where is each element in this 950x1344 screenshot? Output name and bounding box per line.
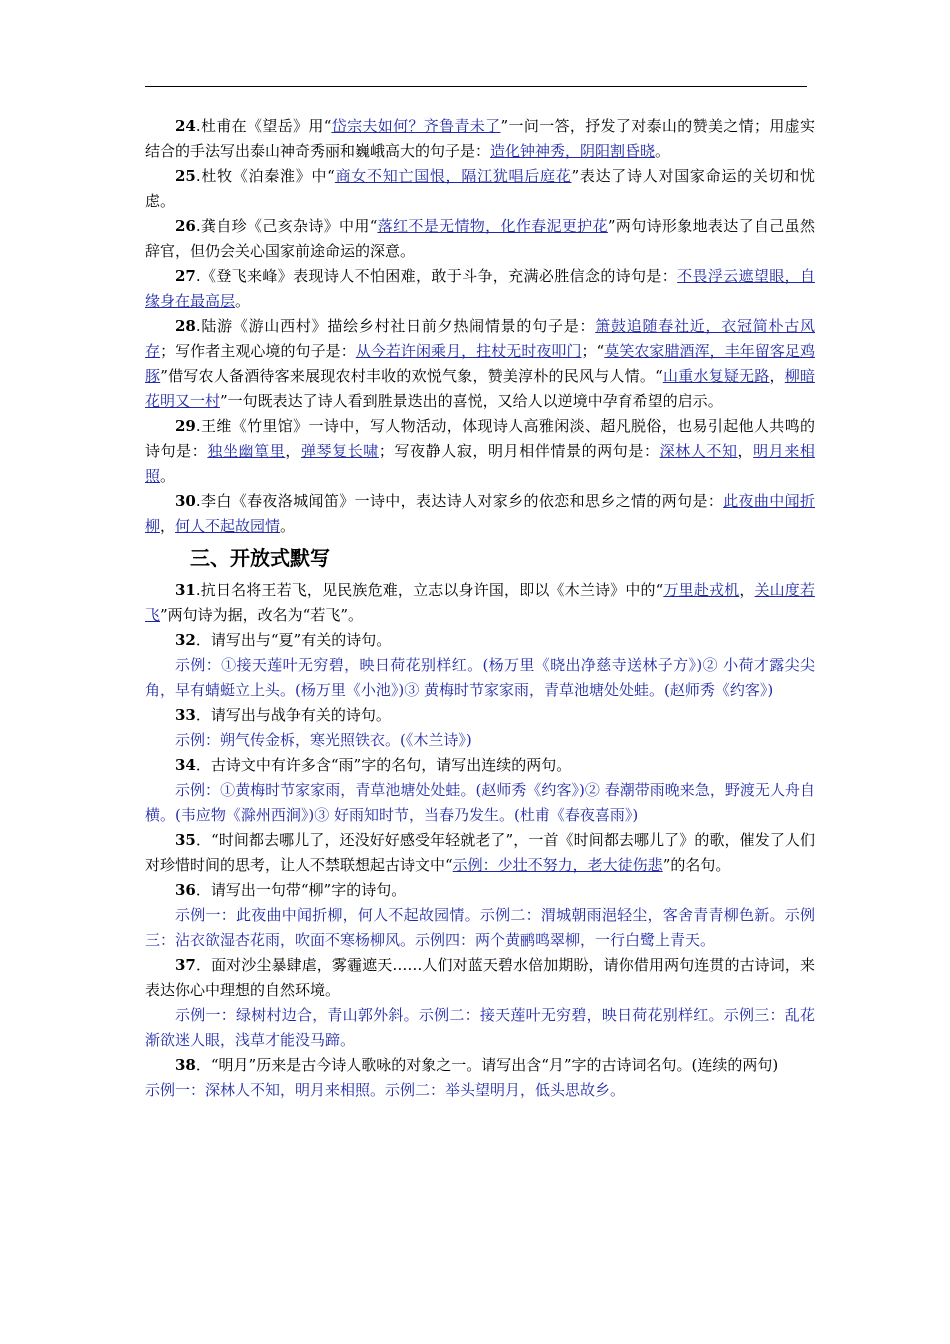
question-36 — [145, 878, 815, 903]
question-number: 36 — [175, 881, 196, 899]
answer-blank: 示例：少壮不努力，老大徒伤悲 — [452, 856, 663, 874]
question-32 — [145, 628, 815, 653]
question-text: ， — [739, 581, 755, 599]
question-text: .王维《竹里馆》一诗中，写人物活动，体现诗人高雅闲淡、超凡脱俗，也易引起他人共鸣的诗句是： — [145, 417, 815, 460]
question-number: 35 — [175, 831, 196, 849]
question-text: .陆游《游山西村》描绘乡村社日前夕热闹情景的句子是： — [195, 317, 596, 335]
question-text: 。 — [160, 467, 176, 485]
question-number: 28 — [175, 317, 196, 335]
answer-blank: 深林人不知 — [659, 442, 738, 460]
answer-blank: 岱宗夫如何？齐鲁青未了 — [331, 117, 501, 135]
question-text: ．请写出一句带“柳”字的诗句。 — [195, 881, 407, 899]
question-text: ”的名句。 — [662, 856, 731, 874]
answer-example: 示例：①接天莲叶无穷碧，映日荷花别样红。(杨万里《晓出净慈寺送林子方》)② 小荷才露尖尖角，早有蜻蜓立上头。(杨万里《小池》)③ 黄梅时节家家雨，青草池塘处处蛙。(赵师秀《约客》) — [145, 656, 815, 699]
question-number: 30 — [175, 492, 196, 510]
answer-blank: 从今若许闲乘月，拄杖无时夜叩门 — [355, 342, 582, 360]
question-30 — [145, 489, 815, 539]
answer-example: 示例：朔气传金柝，寒光照铁衣。(《木兰诗》) — [175, 731, 472, 749]
question-text: 。 — [280, 517, 296, 535]
question-text: ；写作者主观心境的句子是： — [160, 342, 356, 360]
question-35 — [145, 828, 815, 878]
question-text: ， — [160, 517, 176, 535]
answer-blank: 造化钟神秀，阴阳割昏晓 — [490, 142, 656, 160]
answer-blank: 柳暗花明又一村 — [145, 367, 815, 410]
answer-example: 示例一：绿树村边合，青山郭外斜。示例二：接天莲叶无穷碧，映日荷花别样红。示例三：乱花渐欲迷人眼，浅草才能没马蹄。 — [145, 1006, 815, 1049]
section-heading: 三、开放式默写 — [190, 546, 330, 570]
question-text: ．古诗文中有许多含“雨”字的名句，请写出连续的两句。 — [195, 756, 572, 774]
answer-blank: 不畏浮云遮望眼，自缘身在最高层 — [145, 267, 815, 310]
question-text: ”两句诗形象地表达了自己虽然辞官，但仍会关心国家前途命运的深意。 — [145, 217, 815, 260]
question-text: ．请写出与战争有关的诗句。 — [195, 706, 391, 724]
answer-blank: 明月来相照 — [145, 442, 815, 485]
question-text: ”一问一答，抒发了对泰山的赞美之情；用虚实结合的手法写出泰山神奇秀丽和巍峨高大的句子是： — [145, 117, 815, 160]
question-text: ．面对沙尘暴肆虐，雾霾遮天……人们对蓝天碧水倍加期盼，请你借用两句连贯的古诗词，来表达你心中理想的自然环境。 — [145, 956, 815, 999]
question-text: .杜甫在《望岳》用“ — [195, 117, 332, 135]
question-text: .李白《春夜洛城闻笛》一诗中，表达诗人对家乡的依恋和思乡之情的两句是： — [195, 492, 724, 510]
answer-blank: 莫笑农家腊酒浑，丰年留客足鸡豚 — [145, 342, 815, 385]
question-27 — [145, 264, 815, 314]
document-body — [145, 114, 815, 1103]
question-number: 31 — [175, 581, 196, 599]
question-text: ；“ — [581, 342, 605, 360]
question-number: 37 — [175, 956, 196, 974]
question-text: .杜牧《泊秦淮》中“ — [195, 167, 335, 185]
answer-blank: 万里赴戎机 — [663, 581, 740, 599]
answer-example: 示例一：此夜曲中闻折柳，何人不起故园情。示例二：渭城朝雨浥轻尘，客舍青青柳色新。示例三：沾衣欲湿杏花雨，吹面不寒杨柳风。示例四：两个黄鹂鸣翠柳，一行白鹭上青天。 — [145, 906, 815, 949]
question-38 — [145, 1053, 815, 1078]
question-34 — [145, 753, 815, 778]
question-37 — [145, 953, 815, 1003]
question-text: ”借写农人备酒待客来展现农村丰收的欢悦气象，赞美淳朴的民风与人情。“ — [160, 367, 663, 385]
question-28 — [145, 314, 815, 414]
question-number: 25 — [175, 167, 196, 185]
question-text: ”一句既表达了诗人看到胜景迭出的喜悦，又给人以逆境中孕育希望的启示。 — [220, 392, 723, 410]
header-rule — [145, 86, 807, 87]
question-text: ．请写出与“夏”有关的诗句。 — [195, 631, 392, 649]
question-text: ．“明月”历来是古今诗人歌咏的对象之一。请写出含“月”字的古诗词名句。(连续的两句) — [195, 1056, 779, 1074]
answer-blank: 箫鼓追随春社近，衣冠简朴古风存 — [145, 317, 815, 360]
question-26 — [145, 214, 815, 264]
question-text: .抗日名将王若飞，见民族危难，立志以身许国，即以《木兰诗》中的“ — [195, 581, 664, 599]
answer-blank: 山重水复疑无路 — [662, 367, 770, 385]
question-number: 26 — [175, 217, 196, 235]
question-text: ．“时间都去哪儿了，还没好好感受年轻就老了”，一首《时间都去哪儿了》的歌，催发了人们对珍惜时间的思考，让人不禁联想起古诗文中“ — [145, 831, 815, 874]
question-number: 24 — [175, 117, 196, 135]
question-29 — [145, 414, 815, 489]
question-text: ， — [737, 442, 754, 460]
answer-blank: 此夜曲中闻折柳 — [145, 492, 815, 535]
answer-example: 示例一：深林人不知，明月来相照。示例二：举头望明月，低头思故乡。 — [145, 1081, 626, 1099]
question-text: ， — [285, 442, 301, 460]
question-number: 34 — [175, 756, 196, 774]
question-25 — [145, 164, 815, 214]
answer-blank: 弹琴复长啸 — [300, 442, 379, 460]
question-number: 33 — [175, 706, 196, 724]
question-text: .龚自珍《己亥杂诗》中用“ — [195, 217, 378, 235]
question-number: 38 — [175, 1056, 196, 1074]
question-text: .《登飞来峰》表现诗人不怕困难，敢于斗争，充满必胜信念的诗句是： — [195, 267, 678, 285]
answer-blank: 落红不是无情物，化作春泥更护花 — [377, 217, 608, 235]
question-text: ， — [769, 367, 785, 385]
question-24 — [145, 114, 815, 164]
question-text: 。 — [235, 292, 251, 310]
question-number: 27 — [175, 267, 196, 285]
question-33 — [145, 703, 815, 728]
answer-blank: 商女不知亡国恨，隔江犹唱后庭花 — [334, 167, 572, 185]
answer-example: 示例：①黄梅时节家家雨，青草池塘处处蛙。(赵师秀《约客》)② 春潮带雨晚来急，野渡无人舟自横。(韦应物《滁州西涧》)③ 好雨知时节，当春乃发生。(杜甫《春夜喜雨》) — [145, 781, 815, 824]
answer-blank: 独坐幽篁里 — [207, 442, 286, 460]
question-number: 32 — [175, 631, 196, 649]
answer-blank: 何人不起故园情 — [175, 517, 281, 535]
question-text: ；写夜静人寂，明月相伴情景的两句是： — [378, 442, 660, 460]
question-text: 。 — [655, 142, 671, 160]
question-text: ”表达了诗人对国家命运的关切和忧虑。 — [145, 167, 815, 210]
question-31 — [145, 578, 815, 628]
question-text: ”两句诗为据，改名为“若飞”。 — [160, 606, 364, 624]
answer-blank: 关山度若飞 — [145, 581, 815, 624]
question-number: 29 — [175, 417, 196, 435]
